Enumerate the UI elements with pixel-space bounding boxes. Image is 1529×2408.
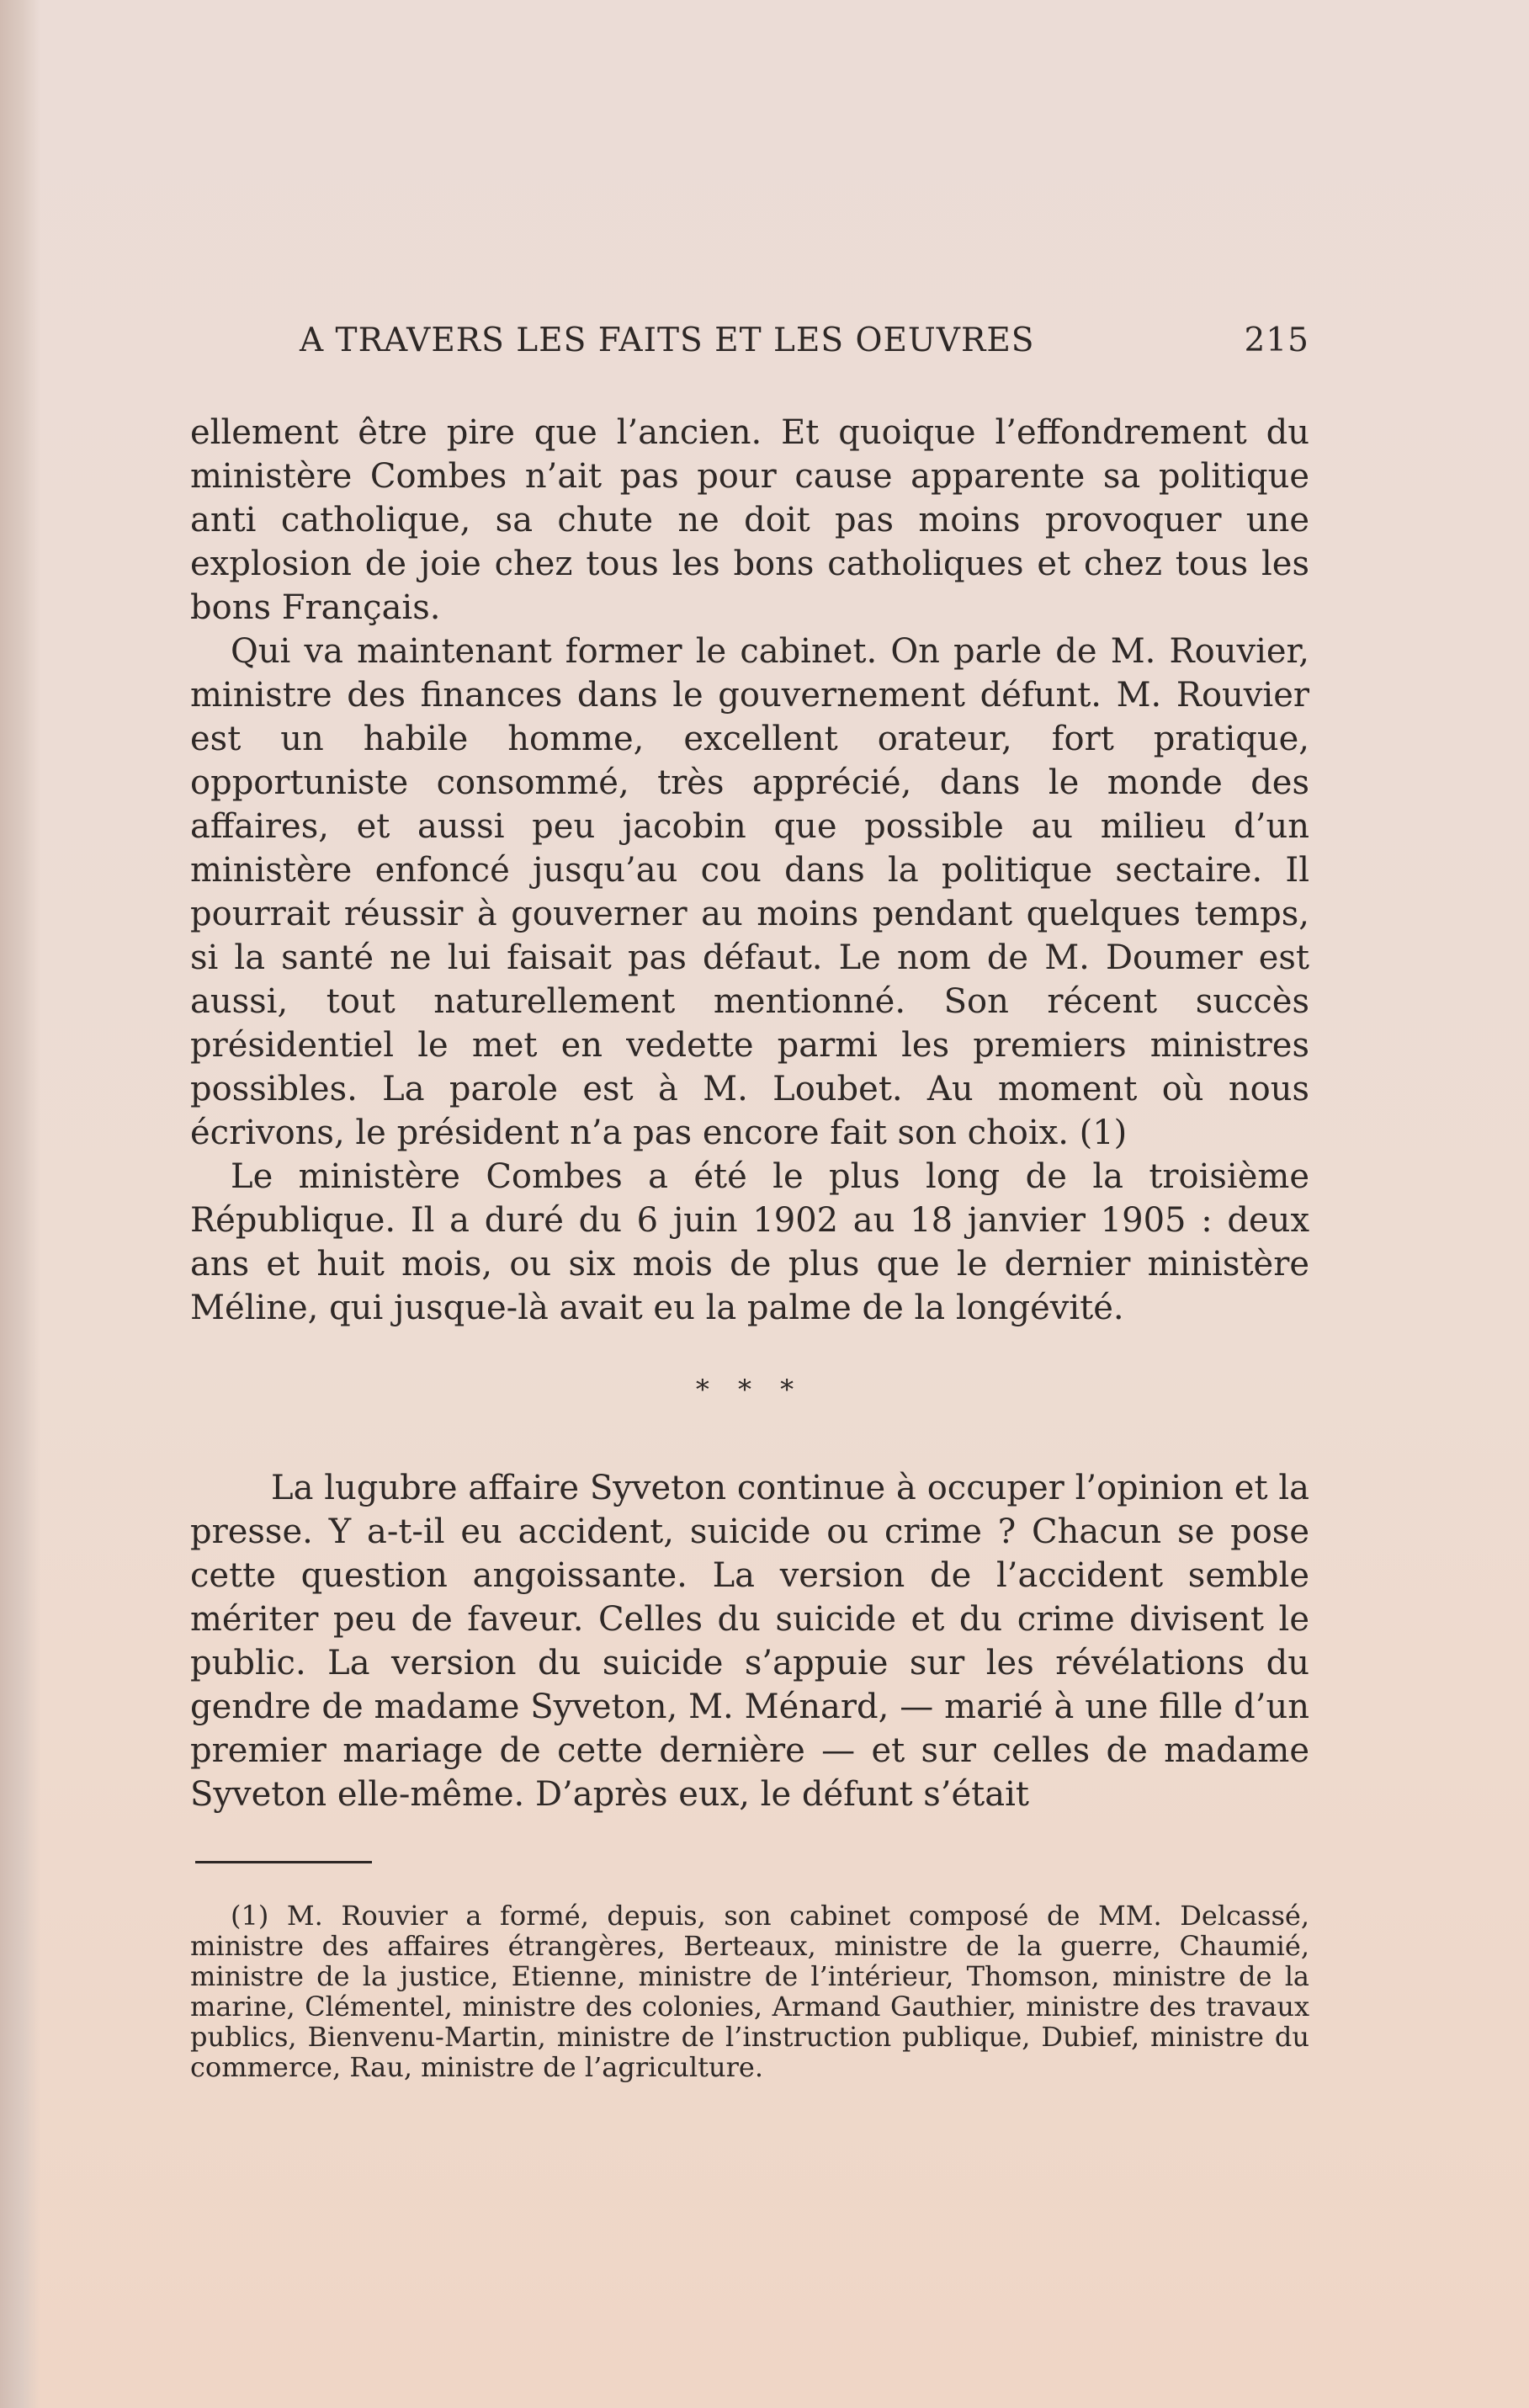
section-text — [190, 1466, 1309, 1816]
footnote — [190, 1900, 1309, 2082]
running-title: A TRAVERS LES FAITS ET LES OEUVRES — [300, 322, 1035, 359]
running-header — [300, 322, 1309, 359]
page-number: 215 — [1244, 322, 1309, 359]
paragraph: Qui va maintenant former le cabinet. On parle de M. Rouvier, ministre des finances dans le gouvernement défunt. M. Rouvier est un habile homme, excellent orateur, fort pratique, opportuniste consommé, très apprécié, dans le monde des affaires, et aussi peu jacobin que possible au milieu d’un ministère enfoncé jusqu’au cou dans la politique sectaire. Il pourrait réussir à gouverner au moins pendant quelques temps, si la santé ne lui faisait pas défaut. Le nom de M. Doumer est aussi, tout naturellement mentionné. Son récent succès présidentiel le met en vedette parmi les premiers ministres possibles. La parole est à M. Loubet. Au moment où nous écrivons, le président n’a pas encore fait son choix. (1) — [190, 632, 1309, 1152]
footnote-rule — [195, 1861, 372, 1863]
book-spine-shadow — [0, 0, 40, 2408]
paragraph: La lugubre affaire Syveton continue à occuper l’opinion et la presse. Y a-t-il eu accident, suicide ou crime ? Chacun se pose cette question angoissante. La version de l’accident semble mériter peu de faveur. Celles du suicide et du crime divisent le public. La version du suicide s’appuie sur les révélations du gendre de madame Syveton, M. Ménard, — marié à une fille d’un premier mariage de cette dernière — et sur celles de madame Syveton elle-même. D’après eux, le défunt s’était — [190, 1469, 1309, 1814]
section-separator: * * * — [695, 1374, 804, 1406]
footnote-text: (1) M. Rouvier a formé, depuis, son cabinet composé de MM. Delcassé, ministre des affaires étrangères, Berteaux, ministre de la guerre, Chaumié, ministre de la justice, Etienne, ministre de l’intérieur, Thomson, ministre de la marine, Clémentel, ministre des colonies, Armand Gauthier, ministre des travaux publics, Bienvenu-Martin, ministre de l’instruction publique, Dubief, ministre du commerce, Rau, ministre de l’agriculture. — [190, 1900, 1309, 2083]
paragraph: Le ministère Combes a été le plus long de la troisième République. Il a duré du 6 juin 1902 au 18 janvier 1905 : deux ans et huit mois, ou six mois de plus que le dernier ministère Méline, qui jusque-là avait eu la palme de la longévité. — [190, 1157, 1309, 1327]
main-text — [190, 411, 1309, 1330]
paragraph: ellement être pire que l’ancien. Et quoique l’effondrement du ministère Combes n’ait pas pour cause apparente sa politique anti catholique, sa chute ne doit pas moins provoquer une explosion de joie chez tous les bons catholiques et chez tous les bons Français. — [190, 413, 1309, 627]
